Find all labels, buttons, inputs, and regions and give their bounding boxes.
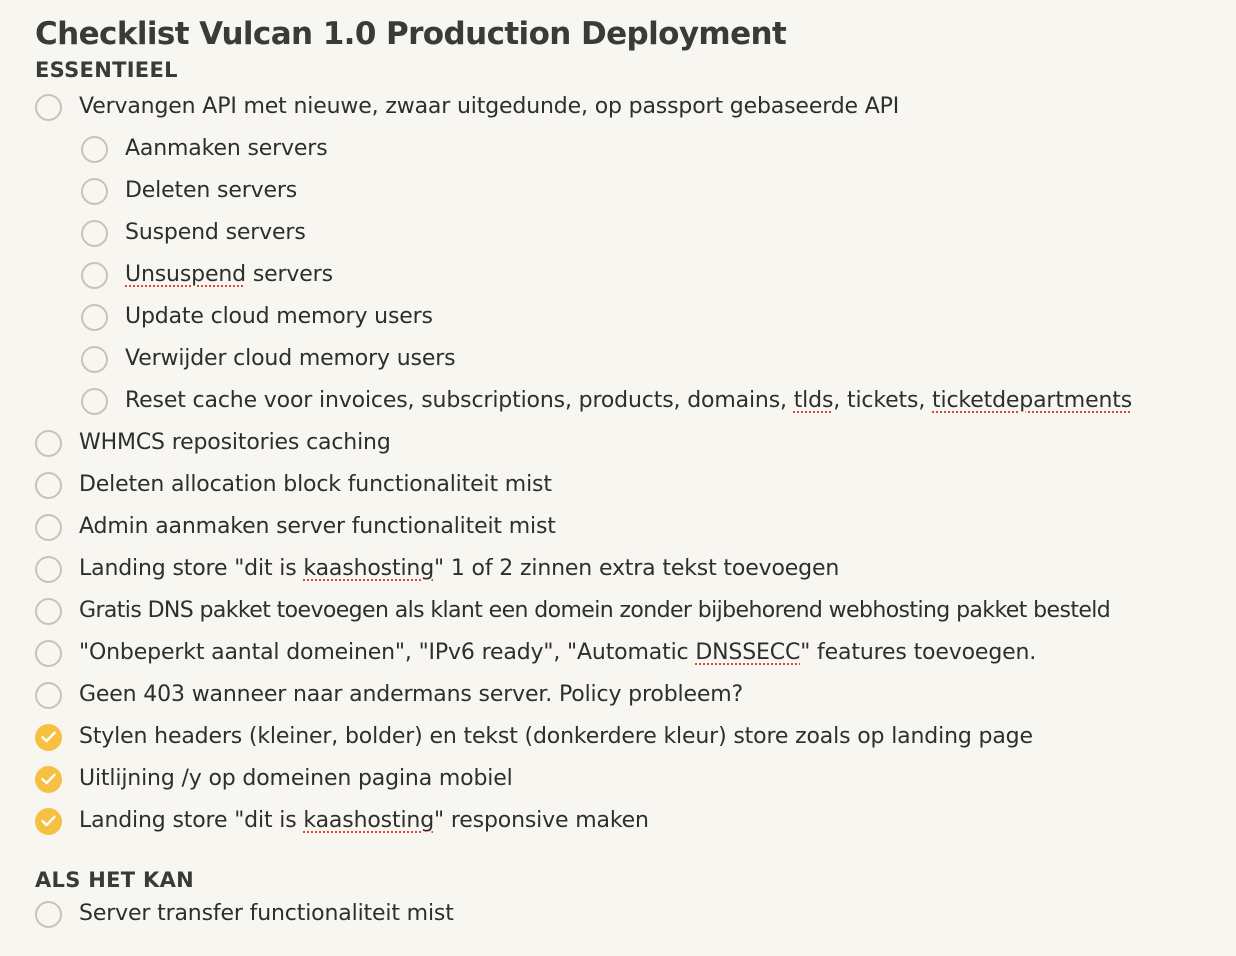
checklist-item-label[interactable]: Deleten allocation block functionaliteit mist: [79, 472, 552, 497]
checklist-item-label[interactable]: Aanmaken servers: [125, 136, 328, 161]
checklist-subitem[interactable]: [35, 254, 1230, 296]
checklist-subitem[interactable]: [35, 170, 1230, 212]
checklist-subitem[interactable]: [35, 338, 1230, 380]
checklist-item-label[interactable]: Gratis DNS pakket toevoegen als klant een domein zonder bijbehorend webhosting pakket besteld: [79, 598, 1111, 623]
label-text: Reset cache voor invoices, subscriptions, products, domains,: [125, 388, 794, 413]
checklist-item[interactable]: [35, 548, 1230, 590]
misspelled-word[interactable]: tlds: [793, 388, 834, 413]
checklist-item[interactable]: [35, 758, 1230, 800]
checklist-item-label[interactable]: Verwijder cloud memory users: [125, 346, 456, 371]
checklist-item[interactable]: [35, 632, 1230, 674]
checklist-item[interactable]: [35, 590, 1230, 632]
label-text: " features toevoegen.: [800, 640, 1037, 665]
checklist-item[interactable]: [35, 674, 1230, 716]
checklist-subitem[interactable]: [35, 296, 1230, 338]
misspelled-word[interactable]: DNSSECC: [695, 640, 801, 665]
checklist-item-label[interactable]: Deleten servers: [125, 178, 298, 203]
note-title[interactable]: Checklist Vulcan 1.0 Production Deployment: [35, 16, 787, 52]
checkbox[interactable]: [35, 598, 62, 625]
checkbox[interactable]: [81, 262, 108, 289]
label-text: , tickets,: [833, 388, 933, 413]
checkbox[interactable]: [81, 388, 108, 415]
checkbox[interactable]: [35, 514, 62, 541]
checkbox[interactable]: [35, 472, 62, 499]
checkmark-icon: [41, 815, 56, 827]
checklist-subitem[interactable]: [35, 128, 1230, 170]
checkmark-icon: [41, 773, 56, 785]
checkbox[interactable]: [35, 682, 62, 709]
checklist-item-label[interactable]: Stylen headers (kleiner, bolder) en tekst (donkerdere kleur) store zoals op landing page: [79, 724, 1033, 749]
checklist-item-label[interactable]: [125, 387, 1132, 415]
checklist-essentieel: [35, 86, 1230, 842]
checklist-item-label[interactable]: [125, 261, 333, 289]
checklist-item[interactable]: [35, 464, 1230, 506]
label-text: " 1 of 2 zinnen extra tekst toevoegen: [434, 556, 840, 581]
checkbox[interactable]: [35, 94, 62, 121]
checklist-item-label[interactable]: Server transfer functionaliteit mist: [79, 901, 454, 926]
checkbox[interactable]: [35, 766, 62, 793]
checklist-item-label[interactable]: Geen 403 wanneer naar andermans server. Policy probleem?: [79, 682, 744, 707]
checklist-item-label[interactable]: Admin aanmaken server functionaliteit mist: [79, 514, 556, 539]
label-text: servers: [245, 262, 333, 287]
misspelled-word[interactable]: Unsuspend: [125, 262, 246, 287]
checkbox[interactable]: [35, 724, 62, 751]
checklist-item-label[interactable]: Suspend servers: [125, 220, 306, 245]
label-text: " responsive maken: [434, 808, 649, 833]
checklist-item-label[interactable]: Uitlijning /y op domeinen pagina mobiel: [79, 766, 513, 791]
checkbox[interactable]: [81, 304, 108, 331]
checkbox[interactable]: [81, 136, 108, 163]
checklist-als-het-kan: [35, 896, 1230, 932]
checkbox[interactable]: [81, 220, 108, 247]
checklist-item-label[interactable]: WHMCS repositories caching: [79, 430, 391, 455]
checklist-item[interactable]: [35, 86, 1230, 128]
checklist-item[interactable]: [35, 422, 1230, 464]
checkbox[interactable]: [35, 556, 62, 583]
checklist-item[interactable]: [35, 716, 1230, 758]
checkbox[interactable]: [35, 808, 62, 835]
checkbox[interactable]: [35, 640, 62, 667]
label-text: Landing store "dit is: [79, 808, 304, 833]
checklist-subitem[interactable]: [35, 212, 1230, 254]
label-text: Landing store "dit is: [79, 556, 304, 581]
checklist-item[interactable]: [35, 896, 1230, 932]
note-document[interactable]: [35, 14, 1230, 932]
section-heading-essentieel[interactable]: ESSENTIEEL: [35, 58, 178, 82]
checkmark-icon: [41, 731, 56, 743]
checklist-item-label[interactable]: [79, 807, 649, 835]
misspelled-word[interactable]: kaashosting: [303, 556, 435, 581]
checklist-item-label[interactable]: Update cloud memory users: [125, 304, 433, 329]
misspelled-word[interactable]: ticketdepartments: [932, 388, 1133, 413]
checklist-item[interactable]: [35, 800, 1230, 842]
misspelled-word[interactable]: kaashosting: [303, 808, 435, 833]
checklist-item-label[interactable]: [79, 555, 839, 583]
checkbox[interactable]: [81, 346, 108, 373]
checklist-item-label[interactable]: [79, 639, 1036, 667]
checkbox[interactable]: [35, 430, 62, 457]
label-text: "Onbeperkt aantal domeinen", "IPv6 ready", "Automatic: [79, 640, 696, 665]
section-heading-als-het-kan[interactable]: ALS HET KAN: [35, 868, 195, 892]
checkbox[interactable]: [81, 178, 108, 205]
checklist-item-label[interactable]: Vervangen API met nieuwe, zwaar uitgedunde, op passport gebaseerde API: [79, 94, 900, 119]
checklist-item[interactable]: [35, 506, 1230, 548]
checklist-subitem[interactable]: [35, 380, 1230, 422]
checkbox[interactable]: [35, 901, 62, 928]
